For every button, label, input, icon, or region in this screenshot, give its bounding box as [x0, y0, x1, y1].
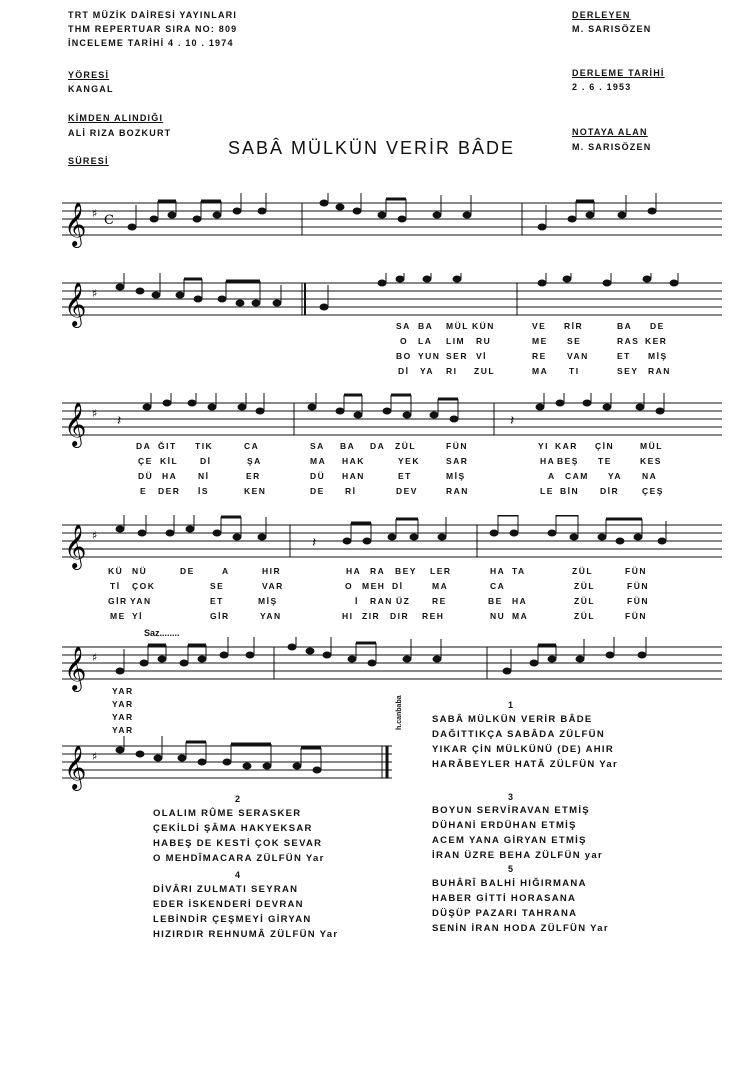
- syllable: BA: [617, 321, 633, 331]
- syllable: REH: [422, 611, 445, 621]
- syllable: ZÜL: [574, 596, 596, 606]
- svg-text:𝄞: 𝄞: [64, 282, 87, 326]
- saz-label: Saz........: [144, 628, 180, 638]
- syllable: DA: [136, 441, 152, 451]
- syllable: MA: [432, 581, 449, 591]
- syllable: BEY: [395, 566, 417, 576]
- syllable: LA: [418, 336, 433, 346]
- syllable: HA: [540, 456, 556, 466]
- syllable: MA: [512, 611, 529, 621]
- svg-text:♯: ♯: [92, 750, 98, 763]
- notation-label: NOTAYA ALAN: [572, 127, 648, 137]
- syllable: FÜN: [625, 611, 647, 621]
- syllable: RE: [432, 596, 447, 606]
- syllable: MEH: [362, 581, 386, 591]
- syllable: İS: [198, 486, 210, 496]
- notation-name: M. SARISÖZEN: [572, 142, 652, 152]
- syllable: ME: [532, 336, 548, 346]
- syllable: ZÜL: [574, 611, 596, 621]
- verse-line: HABER GİTTİ HORASANA: [432, 893, 577, 904]
- syllable: FÜN: [627, 581, 649, 591]
- syllable: MİŞ: [258, 596, 278, 606]
- syllable: HI: [342, 611, 354, 621]
- svg-text:𝄞: 𝄞: [64, 745, 87, 789]
- review-date: İNCELEME TARİHİ 4 . 10 . 1974: [68, 38, 234, 48]
- syllable: BEŞ: [557, 456, 579, 466]
- svg-text:C: C: [104, 213, 114, 228]
- syllable: RAN: [648, 366, 671, 376]
- syllable: YAN: [130, 596, 152, 606]
- syllable: ŞA: [247, 456, 262, 466]
- lyrics-row2-line1: [0, 321, 750, 335]
- syllable: Nİ: [198, 471, 210, 481]
- syllable: BA: [340, 441, 356, 451]
- verse-1-number: 1: [508, 700, 514, 710]
- duration-label: SÜRESİ: [68, 156, 109, 166]
- syllable: KİL: [160, 456, 179, 466]
- lyrics-row4-line4: [0, 611, 750, 625]
- lyrics-row2-line4: [0, 366, 750, 380]
- svg-text:𝄞: 𝄞: [64, 402, 87, 446]
- syllable: SE: [210, 581, 225, 591]
- syllable: DE: [650, 321, 665, 331]
- svg-text:𝄞: 𝄞: [64, 202, 87, 246]
- verse-4: [153, 882, 338, 942]
- syllable: SEY: [617, 366, 639, 376]
- verse-3: [432, 803, 603, 863]
- yar-1: YAR: [112, 686, 134, 696]
- syllable: YAN: [260, 611, 282, 621]
- syllable: A: [548, 471, 556, 481]
- syllable: ZÜL: [395, 441, 417, 451]
- syllable: KER: [645, 336, 668, 346]
- syllable: TA: [512, 566, 526, 576]
- verse-1: [432, 712, 618, 772]
- source-name: ALİ RIZA BOZKURT: [68, 128, 172, 138]
- syllable: DA: [370, 441, 386, 451]
- yar-4: YAR: [112, 725, 134, 735]
- syllable: DE: [180, 566, 195, 576]
- syllable: ZÜL: [572, 566, 594, 576]
- collection-date-label: DERLEME TARİHİ: [572, 68, 665, 78]
- syllable: O: [345, 581, 354, 591]
- syllable: YA: [608, 471, 623, 481]
- lyrics-row3-line1: [0, 441, 750, 455]
- verse-line: DİVÂRI ZULMATI SEYRAN: [153, 884, 299, 895]
- svg-text:♯: ♯: [92, 651, 98, 664]
- syllable: HA: [490, 566, 506, 576]
- verse-line: ACEM YANA GİRYAN ETMİŞ: [432, 835, 587, 846]
- syllable: FÜN: [446, 441, 468, 451]
- verse-line: HIZIRDIR REHNUMÂ ZÜLFÜN Yar: [153, 929, 339, 940]
- syllable: Yİ: [132, 611, 144, 621]
- svg-text:♯: ♯: [92, 529, 98, 542]
- syllable: Dİ: [200, 456, 212, 466]
- verse-line: DÜŞÜP PAZARI TAHRANA: [432, 908, 578, 919]
- syllable: YI: [538, 441, 550, 451]
- syllable: ET: [398, 471, 412, 481]
- yar-2: YAR: [112, 699, 134, 709]
- verse-line: OLALIM RÛME SERASKER: [153, 808, 302, 819]
- syllable: VAR: [262, 581, 284, 591]
- syllable: BO: [396, 351, 412, 361]
- syllable: MÜL: [640, 441, 663, 451]
- verse-line: ÇEKİLDİ ŞÂMA HAKYEKSAR: [153, 823, 313, 834]
- svg-text:♯: ♯: [92, 287, 98, 300]
- syllable: MÜL: [446, 321, 469, 331]
- verse-5: [432, 876, 609, 936]
- syllable: SAR: [446, 456, 469, 466]
- compiler-label: DERLEYEN: [572, 10, 631, 20]
- syllable: Rİ: [345, 486, 357, 496]
- syllable: CA: [490, 581, 506, 591]
- syllable: Dİ: [392, 581, 404, 591]
- syllable: TI: [569, 366, 580, 376]
- syllable: ÇOK: [132, 581, 156, 591]
- syllable: ĞIT: [158, 441, 177, 451]
- staff-5-svg: [62, 637, 727, 697]
- publisher-line: TRT MÜZİK DAİRESİ YAYINLARI: [68, 10, 238, 20]
- verse-line: İRAN ÜZRE BEHA ZÜLFÜN yar: [432, 850, 603, 861]
- verse-line: BUHÂRÎ BALHİ HIĞIRMANA: [432, 878, 587, 889]
- verse-line: SENİN İRAN HODA ZÜLFÜN Yar: [432, 923, 609, 934]
- region-value: KANGAL: [68, 84, 114, 94]
- syllable: LER: [430, 566, 452, 576]
- syllable: RA: [370, 566, 386, 576]
- syllable: CA: [244, 441, 260, 451]
- staff-6-svg: [62, 736, 402, 796]
- syllable: Dİ: [398, 366, 410, 376]
- verse-line: HABEŞ DE KESTİ ÇOK SEVAR: [153, 838, 323, 849]
- svg-text:𝄞: 𝄞: [64, 524, 87, 568]
- syllable: RİR: [564, 321, 584, 331]
- repertoire-number: THM REPERTUAR SIRA NO: 809: [68, 24, 238, 34]
- compiler-name: M. SARISÖZEN: [572, 24, 652, 34]
- syllable: KES: [640, 456, 662, 466]
- syllable: DÜ: [138, 471, 154, 481]
- syllable: MİŞ: [446, 471, 466, 481]
- verse-line: YIKAR ÇİN MÜLKÜNÜ (DE) AHIR: [432, 744, 614, 755]
- syllable: SE: [567, 336, 582, 346]
- syllable: ER: [246, 471, 261, 481]
- syllable: GİR: [210, 611, 230, 621]
- syllable: DE: [310, 486, 325, 496]
- lyrics-row2-line2: [0, 336, 750, 350]
- syllable: NA: [642, 471, 658, 481]
- staff-5: [62, 637, 727, 697]
- region-label: YÖRESİ: [68, 70, 110, 80]
- verse-3-number: 3: [508, 792, 514, 802]
- syllable: HAN: [342, 471, 365, 481]
- lyrics-row4-line2: [0, 581, 750, 595]
- verse-line: DÜHANİ ERDÜHAN ETMİŞ: [432, 820, 577, 831]
- syllable: KAR: [555, 441, 578, 451]
- syllable: VAN: [567, 351, 589, 361]
- verse-line: DAĞITTIKÇA SABÂDA ZÜLFÜN: [432, 729, 605, 740]
- syllable: ZÜL: [574, 581, 596, 591]
- syllable: NÜ: [132, 566, 148, 576]
- verse-line: LEBİNDİR ÇEŞMEYİ GİRYAN: [153, 914, 312, 925]
- lyrics-row3-line2: [0, 456, 750, 470]
- song-title: SABÂ MÜLKÜN VERİR BÂDE: [228, 138, 516, 158]
- svg-text:𝄞: 𝄞: [64, 646, 87, 690]
- syllable: YUN: [418, 351, 441, 361]
- lyrics-row4-line1: [0, 566, 750, 580]
- syllable: ÜZ: [396, 596, 411, 606]
- lyrics-row3-line4: [0, 486, 750, 500]
- syllable: HA: [162, 471, 178, 481]
- verse-line: O MEHDÎMACARA ZÜLFÜN Yar: [153, 853, 325, 864]
- syllable: RI: [446, 366, 458, 376]
- syllable: ÇİN: [595, 441, 615, 451]
- syllable: VE: [532, 321, 547, 331]
- syllable: HAK: [342, 456, 365, 466]
- syllable: ÇEŞ: [642, 486, 664, 496]
- staff-1: [62, 193, 727, 253]
- syllable: SA: [396, 321, 411, 331]
- syllable: TE: [598, 456, 612, 466]
- syllable: SER: [446, 351, 468, 361]
- syllable: DİR: [600, 486, 620, 496]
- syllable: RU: [476, 336, 492, 346]
- svg-text:♯: ♯: [92, 407, 98, 420]
- syllable: RAS: [617, 336, 640, 346]
- syllable: ET: [617, 351, 631, 361]
- lyrics-row4-line3: [0, 596, 750, 610]
- syllable: FÜN: [625, 566, 647, 576]
- syllable: ZUL: [474, 366, 496, 376]
- syllable: MA: [310, 456, 327, 466]
- verse-line: EDER İSKENDERİ DEVRAN: [153, 899, 304, 910]
- verse-2-number: 2: [235, 794, 241, 804]
- syllable: YA: [420, 366, 435, 376]
- syllable: HA: [512, 596, 528, 606]
- syllable: RE: [532, 351, 547, 361]
- syllable: LE: [540, 486, 554, 496]
- syllable: BE: [488, 596, 503, 606]
- syllable: KÜ: [108, 566, 124, 576]
- syllable: DER: [158, 486, 181, 496]
- syllable: DIR: [390, 611, 410, 621]
- syllable: FÜN: [627, 596, 649, 606]
- artist-signature: h.canbaba: [396, 695, 403, 730]
- svg-text:𝄽: 𝄽: [117, 412, 122, 428]
- syllable: GİR: [108, 596, 128, 606]
- syllable: RAN: [446, 486, 469, 496]
- svg-text:♯: ♯: [92, 207, 98, 220]
- syllable: HIR: [262, 566, 282, 576]
- verse-line: BOYUN SERVİRAVAN ETMİŞ: [432, 805, 590, 816]
- verse-2: [153, 806, 325, 866]
- verse-line: SABÂ MÜLKÜN VERİR BÂDE: [432, 714, 593, 725]
- staff-1-svg: [62, 193, 727, 253]
- syllable: DEV: [396, 486, 418, 496]
- syllable: Vİ: [476, 351, 488, 361]
- syllable: ET: [210, 596, 224, 606]
- svg-text:𝄽: 𝄽: [510, 412, 515, 428]
- syllable: TIK: [195, 441, 214, 451]
- syllable: BİN: [560, 486, 580, 496]
- syllable: CAM: [565, 471, 589, 481]
- syllable: ME: [110, 611, 126, 621]
- syllable: MA: [532, 366, 549, 376]
- svg-text:𝄽: 𝄽: [312, 534, 317, 550]
- lyrics-row2-line3: [0, 351, 750, 365]
- syllable: A: [222, 566, 230, 576]
- syllable: BA: [418, 321, 434, 331]
- staff-6: [62, 736, 402, 796]
- syllable: NU: [490, 611, 506, 621]
- syllable: HA: [346, 566, 362, 576]
- syllable: RAN: [370, 596, 393, 606]
- yar-3: YAR: [112, 712, 134, 722]
- verse-4-number: 4: [235, 870, 241, 880]
- syllable: LIM: [446, 336, 466, 346]
- lyrics-row3-line3: [0, 471, 750, 485]
- syllable: E: [140, 486, 148, 496]
- syllable: O: [400, 336, 409, 346]
- syllable: ÇE: [138, 456, 153, 466]
- collection-date: 2 . 6 . 1953: [572, 82, 632, 92]
- source-label: KİMDEN ALINDIĞI: [68, 113, 164, 123]
- syllable: MİŞ: [648, 351, 668, 361]
- syllable: KEN: [244, 486, 267, 496]
- syllable: DÜ: [310, 471, 326, 481]
- syllable: İ: [355, 596, 359, 606]
- syllable: Tİ: [110, 581, 121, 591]
- syllable: KÜN: [472, 321, 495, 331]
- verse-line: HARÂBEYLER HATÂ ZÜLFÜN Yar: [432, 759, 618, 770]
- syllable: YEK: [398, 456, 420, 466]
- verse-5-number: 5: [508, 864, 514, 874]
- syllable: SA: [310, 441, 325, 451]
- syllable: ZIR: [362, 611, 381, 621]
